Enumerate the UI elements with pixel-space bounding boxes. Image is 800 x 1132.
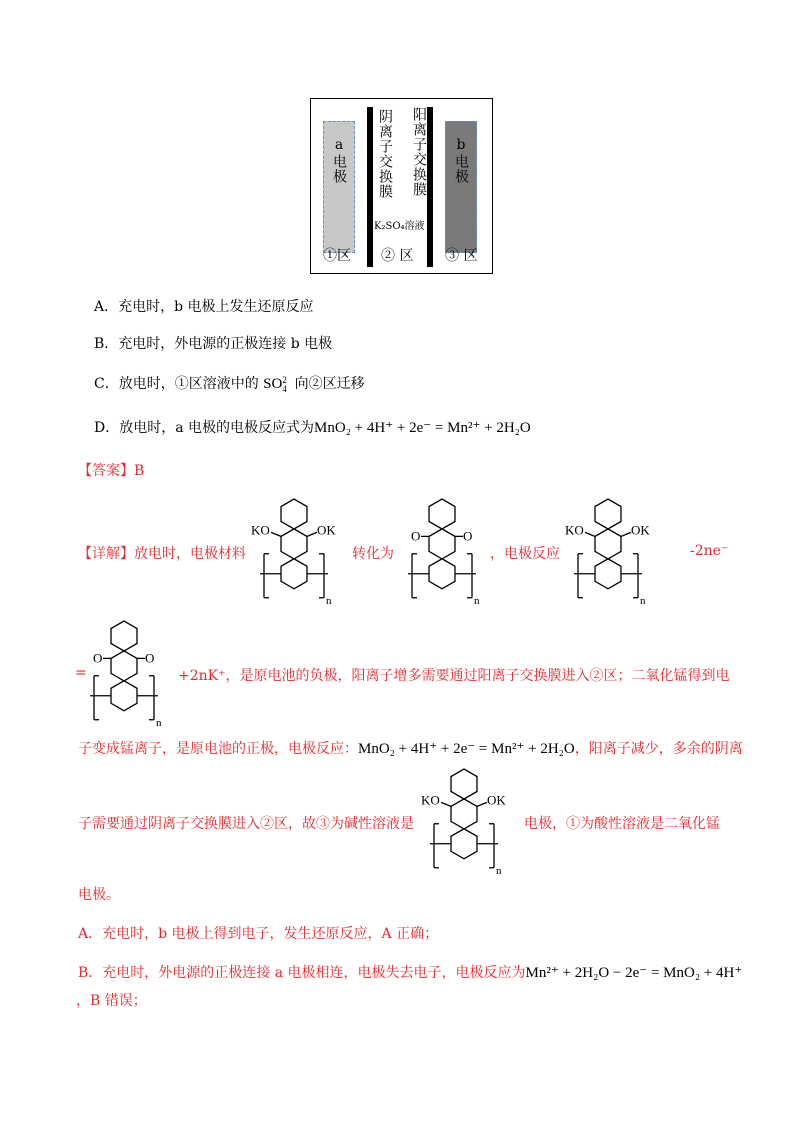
top-ring xyxy=(281,499,307,529)
structure-ko-ok-1 xyxy=(242,490,352,607)
detail-line4-pre: 子需要通过阴离子交换膜进入②区，故③为碱性溶液是 xyxy=(78,816,414,832)
oxygen-left: O xyxy=(93,650,103,666)
oxygen-right: O xyxy=(144,650,155,666)
structure-ko-ok-2 xyxy=(556,490,666,607)
top-ring xyxy=(429,499,455,529)
top-ring xyxy=(111,621,137,651)
sulfate-ion: SO 2 4 xyxy=(263,374,287,394)
detail-line4-post: 电极，①为酸性溶液是二氧化锰 xyxy=(524,816,720,832)
middle-ring xyxy=(111,651,137,681)
subscript-n: n xyxy=(496,864,502,877)
top-ring xyxy=(595,499,621,529)
bottom-ring xyxy=(595,559,621,589)
answer: 【答案】B xyxy=(78,463,145,479)
subscript-n: n xyxy=(156,716,162,729)
anion-membrane-label: 阴离子交换膜 xyxy=(377,109,393,199)
solution-label: K₂SO₄溶液 xyxy=(374,221,425,232)
bottom-ring xyxy=(451,829,477,859)
subscript-n: n xyxy=(640,594,646,607)
detail-line5: 电极。 xyxy=(78,887,120,903)
detail-line1-pre: 【详解】放电时，电极材料 xyxy=(78,546,246,562)
subscript-n: n xyxy=(474,594,480,607)
zone-2-label: ② 区 xyxy=(381,248,414,264)
cell-diagram xyxy=(310,98,493,274)
option-c xyxy=(94,373,365,394)
structure-quinone-2 xyxy=(78,612,178,729)
structure-quinone-1 xyxy=(396,490,496,607)
eq-sign: = xyxy=(75,665,87,681)
oxygen-left: O xyxy=(411,528,421,544)
option-c-pre: C．放电时，①区溶液中的 xyxy=(94,376,259,392)
bottom-ring xyxy=(429,559,455,589)
ok-label: OK xyxy=(316,522,336,538)
bottom-ring xyxy=(111,681,137,711)
ko-bond xyxy=(271,532,281,536)
option-c-post: 向②区迁移 xyxy=(294,376,365,392)
ko-bond xyxy=(441,802,451,806)
zone-3-label: ③ 区 xyxy=(445,248,478,264)
top-ring xyxy=(451,769,477,799)
middle-ring xyxy=(451,799,477,829)
detail-line1-post: ，电极反应 xyxy=(490,546,560,562)
option-a: A．充电时，b 电极上发生还原反应 xyxy=(94,299,314,315)
bottom-ring xyxy=(281,559,307,589)
detail-line3-formula: MnO₂ + 4H⁺ + 2e⁻ = Mn²⁺ + 2H₂O xyxy=(358,741,575,757)
option-d: D．放电时，a 电极的电极反应式为MnO₂ + 4H⁺ + 2e⁻ = Mn²⁺ + 2H₂O xyxy=(94,420,531,436)
ok-label: OK xyxy=(486,792,506,808)
ok-label: OK xyxy=(630,522,650,538)
subscript-n: n xyxy=(326,594,332,607)
ko-label: KO xyxy=(251,522,270,538)
electrode-b-label: b电极 xyxy=(453,137,469,184)
middle-ring xyxy=(281,529,307,559)
ko-bond xyxy=(585,532,595,536)
cation-membrane-label: 阳离子交换膜 xyxy=(411,107,427,197)
ko-label: KO xyxy=(565,522,584,538)
detail-a: A．充电时，b 电极上得到电子，发生还原反应，A 正确； xyxy=(78,926,439,942)
electrode-a-label: a电极 xyxy=(331,137,347,184)
detail-line1-mid: 转化为 xyxy=(352,546,394,562)
structure-ko-ok-3 xyxy=(412,760,522,877)
option-b: B．充电时，外电源的正极连接 b 电极 xyxy=(94,336,333,352)
detail-line2: +2nK⁺，是原电池的负极，阳离子增多需要通过阳离子交换膜进入②区；二氧化锰得到电 xyxy=(178,668,730,684)
ok-bond xyxy=(477,802,487,806)
detail-line3: 子变成锰离子，是原电池的正极，电极反应：MnO₂ + 4H⁺ + 2e⁻ = Mn²⁺ + 2H₂O，阳离子减少，多余的阴离 xyxy=(78,741,743,757)
detail-b: B．充电时，外电源的正极连接 a 电极相连，电极失去电子，电极反应为Mn²⁺ + 2H₂O − 2e⁻ = MnO₂ + 4H⁺ xyxy=(78,965,743,981)
zone-1-label: ①区 xyxy=(323,248,351,264)
detail-b-formula: Mn²⁺ + 2H₂O − 2e⁻ = MnO₂ + 4H⁺ xyxy=(525,965,743,981)
middle-ring xyxy=(595,529,621,559)
minus-2ne: -2ne⁻ xyxy=(690,543,729,559)
ok-bond xyxy=(307,532,317,536)
option-d-formula: MnO₂ + 4H⁺ + 2e⁻ = Mn²⁺ + 2H₂O xyxy=(314,420,531,436)
detail-b-post: ，B 错误； xyxy=(76,993,147,1009)
ok-bond xyxy=(621,532,631,536)
oxygen-right: O xyxy=(462,528,473,544)
ko-label: KO xyxy=(421,792,440,808)
middle-ring xyxy=(429,529,455,559)
anion-membrane-bar xyxy=(367,107,373,267)
